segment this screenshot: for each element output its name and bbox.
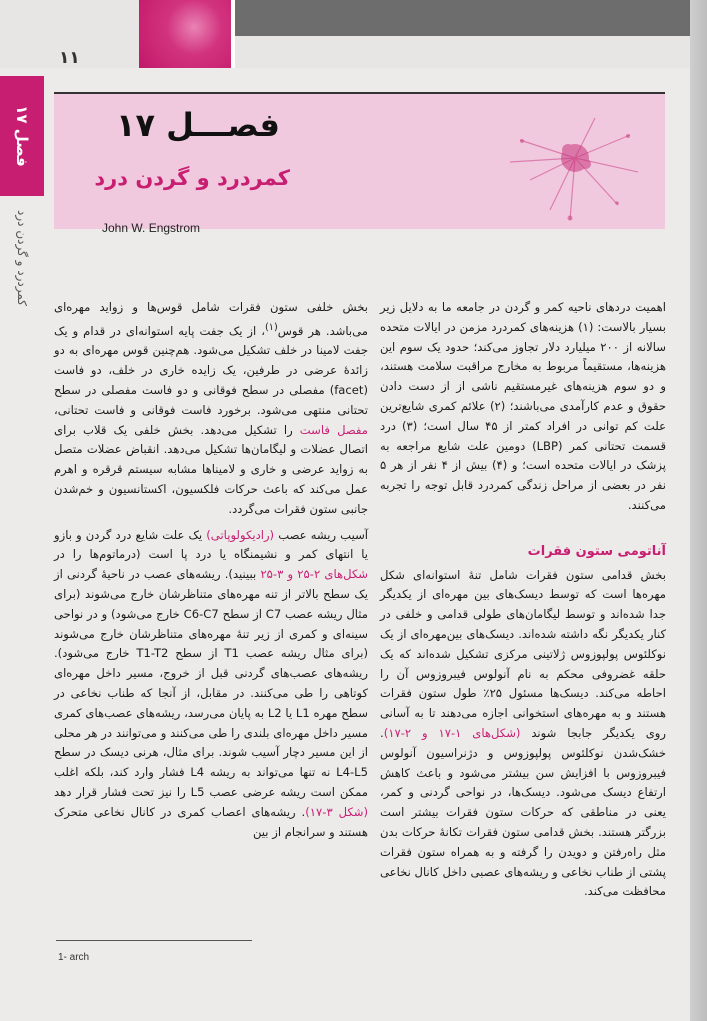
footnote-rule <box>56 940 252 941</box>
top-gray-bar <box>235 0 690 36</box>
radiculopathy-term: (رادیکولوپاتی) <box>206 527 275 542</box>
radiculopathy-text-b: یک علت شایع درد گردن و بازو یا انتهای کمر و نشیمنگاه یا درد پا است (درماتوم‌ها را در <box>54 527 368 562</box>
radiculopathy-paragraph <box>54 526 368 843</box>
side-subtitle: کمردرد و گردن درد <box>15 210 29 306</box>
posterior-paragraph <box>54 298 368 520</box>
radiculopathy-text-a: آسیب ریشه عصب <box>278 527 369 542</box>
radiculopathy-text-d: . ریشه‌های اعصاب کمری در کانال نخاعی متحرک هستند و سرانجام از بین <box>54 804 368 839</box>
text-column-right <box>380 298 666 908</box>
text-column-left <box>54 298 368 848</box>
posterior-text-a: بخش خلفی ستون فقرات شامل قوس‌ها و زواید مهره‌ای می‌باشد. هر قوس <box>54 300 369 338</box>
top-color-block <box>139 0 231 68</box>
anatomy-text-a: بخش قدامی ستون فقرات شامل تنهٔ استوانه‌ای شکل مهره‌ها است که توسط دیسک‌های بین مهره‌ای از یکدیگر جدا شده‌اند و توسط لیگامان‌های طولی قدامی و خلفی در کنار یکدیگر نگه داشته شده‌اند. دیسک‌های بین‌مهره‌ای از یک نوکلئوس پولپوزوس ژلاتینی مرکزی تشکیل شده‌اند که یک حلقه غضروفی محکم به نام آنولوس فیبروزوس آن را احاطه می‌کند. دیسک‌ها مسئول ۲۵٪ طول ستون فقرات هستند و به مهره‌های استخوانی اجازه می‌دهند تا به آسانی روی یکدیگر جابجا شوند <box>380 567 667 740</box>
figure-reference: (شکل ۳-۱۷) <box>305 804 368 819</box>
posterior-text-b: ، از یک جفت پایه استوانه‌ای در قدام و یک جفت لامینا در خلف تشکیل می‌شود. هم‌چنین قوس مهره‌ای به دو زائدهٔ عرضی در طرفین، یک زایده خاری در خلف، دو فاست (facet) مفصلی در سطح فوقانی و دو فاست مفصلی در سطح تحتانی منتهی می‌شود. برخورد فاست فوقانی و فاست تحتانی، <box>54 323 368 417</box>
section-heading: آناتومی ستون فقرات <box>527 543 666 559</box>
anatomy-paragraph <box>380 566 666 903</box>
posterior-text-c: را تشکیل می‌دهد. بخش خلفی یک قلاب برای اتصال عضلات و لیگامان‌ها تشکیل می‌دهد. انقباض عضلات متصل به زواید عرضی و خاری و لامیناها مشابه سیستم قرقره و اهرم عمل می‌کند که باعث حرکات فلکسیون، اکستانسیون و خم‌شدن جانبی ستون فقرات می‌گردد. <box>54 422 368 516</box>
facet-joint-term: مفصل فاست <box>299 422 368 437</box>
chapter-author: John W. Engstrom <box>102 221 201 235</box>
ink-splash-decoration <box>500 110 650 230</box>
figure-reference: (شکل‌های ۱-۱۷ و ۲-۱۷) <box>383 725 521 740</box>
footnote-marker: (۱) <box>264 321 278 333</box>
figure-reference: شکل‌های ۲-۲۵ و ۳-۲۵ <box>260 567 368 582</box>
binding-shadow <box>690 0 707 1021</box>
page-number: ۱۱ <box>59 48 80 68</box>
chapter-title: فصـــل ۱۷ <box>115 106 280 144</box>
side-tab-label: فصل ۱۷ <box>13 105 31 167</box>
intro-paragraph: اهمیت دردهای ناحیه کمر و گردن در جامعه ما به دلایل زیر بسیار بالاست: (۱) هزینه‌های کمردرد مزمن در ایالات متحده سالانه از ۲۰۰ میلیارد دلار تجاوز می‌کند؛ حدود یک سوم این هزینه‌ها، مستقیماً مربوط به مخارج مراقبت سلامت هستند، و دو سوم هزینه‌های غیرمستقیم ناشی از از دست دادن حقوق و عدم کارآمدی می‌باشند؛ (۲) علائم کمری شایع‌ترین علت کم توانی در افراد کمتر از ۴۵ سال است؛ (۳) درد قسمت تحتانی کمر (LBP) دومین علت شایع مراجعه به پزشک در ایالات متحده است؛ و (۴) بیش از ۴ نفر از هر ۵ نفر در بعضی از مراحل زندگی کمردرد قابل توجه را تجربه می‌کنند. <box>380 300 667 512</box>
radiculopathy-text-c: ببینید). ریشه‌های عصب در ناحیهٔ گردنی از یک سطح بالاتر از تنه مهره‌های متناظرشان خارج می‌شوند (برای مثال ریشه عصب C7 از سطح C6-C7 خارج می‌شود) و در نواحی سینه‌ای و کمری از زیر تنهٔ مهره‌های متناظرشان خارج می‌شوند (برای مثال ریشه عصب T1 از سطح T1-T2 خارج می‌شود). ریشه‌های عصب‌های گردنی قبل از خروج، مسیر داخل مهره‌ای کوتاهی را طی می‌کنند. در مقابل، از آنجا که طناب نخاعی در سطح مهره L1 یا L2 به پایان می‌رسد، ریشه‌های عصب‌های کمری مسیر داخل مهره‌ای بلندی را طی می‌کنند و می‌توانند در هر محلی از این مسیر دچار آسیب شوند. برای مثال، هرنی دیسک در سطح L4-L5 نه تنها می‌تواند به ریشه L4 فشار وارد کند، بلکه اغلب ممکن است ریشه عرضی عصب L5 را نیز تحت فشار قرار دهد <box>54 567 368 799</box>
anatomy-text-b: . خشک‌شدن نوکلئوس پولپوزوس و دژنراسیون آنولوس فیبروزوس با افزایش سن بیشتر می‌شود و باعث کاهش ارتفاع دیسک می‌شود. دیسک‌ها، در نواحی گردنی و کمر، یعنی در مناطقی که حرکات ستون فقرات بیشتر است بزرگتر هستند. بخش قدامی ستون فقرات تکانهٔ حرکات بدن مثل راه‌رفتن و دویدن را گرفته و به همراه ستون فقرات پشتی از طناب نخاعی و ریشه‌های عصبی داخل کانال نخاعی محافظت می‌کند. <box>380 725 666 899</box>
footnote: 1- arch <box>58 952 90 963</box>
chapter-subtitle: کمردرد و گردن درد <box>94 166 290 190</box>
